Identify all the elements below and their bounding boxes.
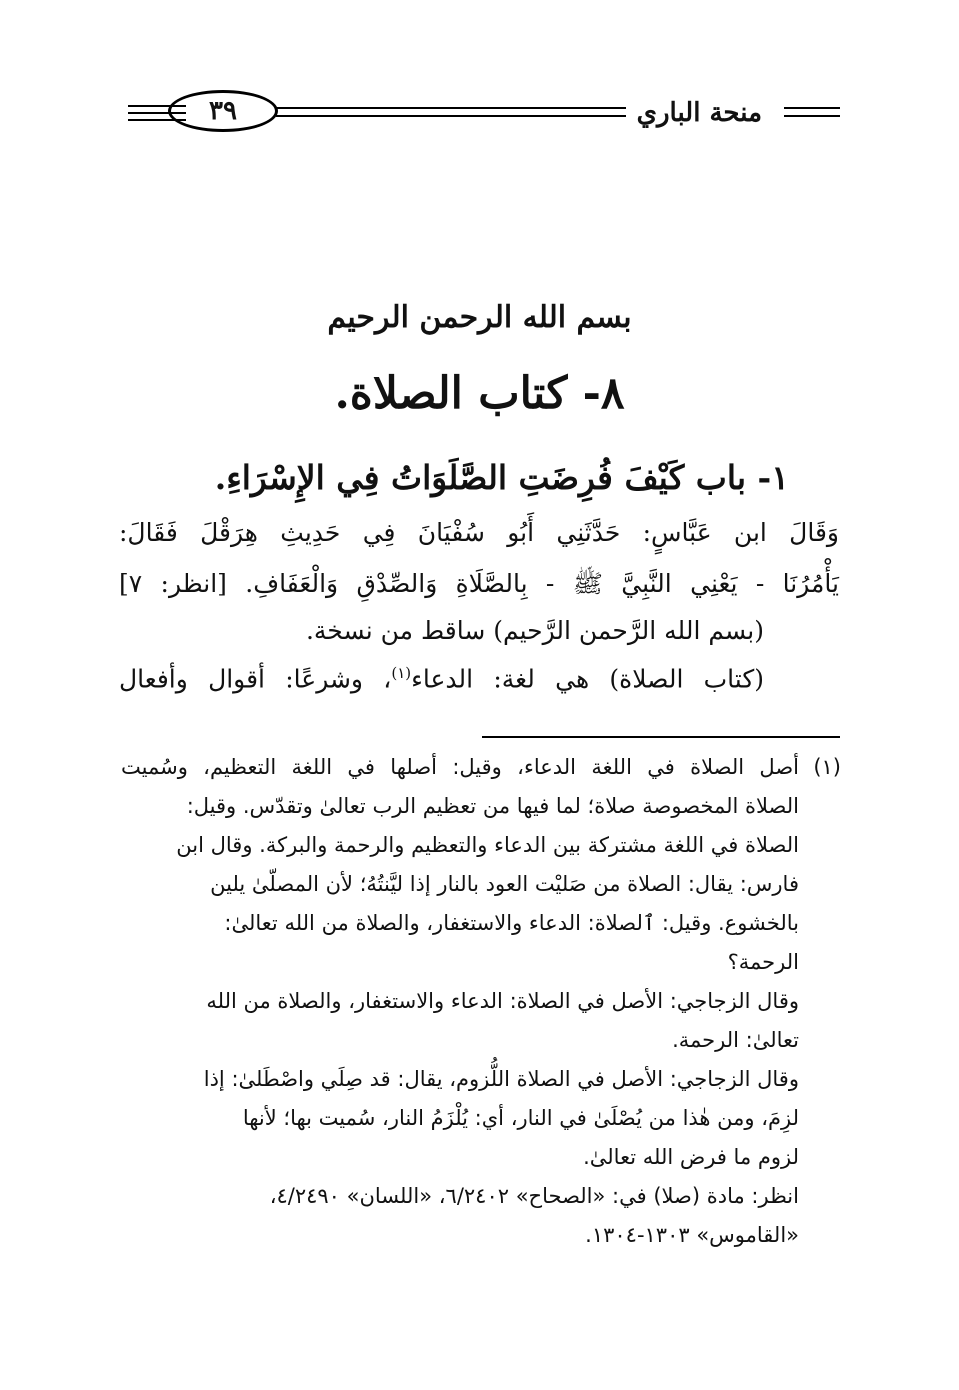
running-header bbox=[128, 88, 840, 146]
footnote-line-text: أصل الصلاة في اللغة الدعاء، وقيل: أصلها في اللغة التعظيم، وسُميت bbox=[121, 755, 799, 779]
header-rule-right bbox=[784, 107, 840, 109]
footnote-line: الصلاة المخصوصة صلاة؛ لما فيها من تعظيم الرب تعالىٰ وتقدّس. وقيل: bbox=[186, 794, 799, 818]
footnote-number: (١) bbox=[813, 755, 841, 779]
main-text-segment: (كتاب الصلاة) هي لغة: الدعاء bbox=[411, 664, 764, 694]
header-rule-right bbox=[784, 115, 840, 117]
main-text-line: وَقَالَ ابن عَبَّاسٍ: حَدَّثَنِي أَبُو سُفْيَانَ فِي حَدِيثِ هِرَقْلَ فَقَالَ: bbox=[119, 518, 839, 547]
footnote-line: فارس: يقال: الصلاة من صَليْت العود بالنار إذا ليَّنتُهُ؛ لأن المصلّىٰ يلين bbox=[210, 872, 799, 896]
footnote-line: تعالىٰ: الرحمة. bbox=[672, 1028, 799, 1052]
footnote-line: وقال الزجاجي: الأصل في الصلاة اللُّزوم، يقال: قد صِلَي واصْطَلىٰ: إذا bbox=[203, 1067, 799, 1091]
header-rule-middle bbox=[276, 107, 626, 109]
footnote-line: بالخشوع. وقيل: ٱلصلاة: الدعاء والاستغفار، والصلاة من الله تعالىٰ: bbox=[224, 911, 799, 935]
running-title: منحة الباري bbox=[636, 98, 762, 128]
page-number-badge bbox=[168, 90, 278, 132]
footnote bbox=[121, 748, 841, 1255]
main-text-line: يَأْمُرُنَا - يَعْنِي النَّبِيَّ ﷺ - بِالصَّلَاةِ وَالصِّدْقِ وَالْعَفَافِ. [انظر: ٧] bbox=[119, 569, 839, 598]
page-number: ٣٩ bbox=[209, 96, 237, 126]
footnote-line: «القاموس» ١٣٠٣-١٣٠٤. bbox=[585, 1223, 799, 1247]
main-text-line bbox=[119, 664, 764, 693]
header-rule-middle bbox=[276, 115, 626, 117]
basmala-heading: بسم الله الرحمن الرحيم bbox=[327, 300, 632, 335]
footnote-line: لزِمَ، ومن هٰذا من يُصْلَىٰ في النار، أي: يُلْزَمُ النار، سُميت بها؛ لأنها bbox=[242, 1106, 799, 1130]
footnote-line: لزوم ما فرض الله تعالىٰ. bbox=[583, 1145, 799, 1169]
footnote-line: وقال الزجاجي: الأصل في الصلاة: الدعاء والاستغفار، والصلاة من الله bbox=[206, 989, 799, 1013]
footnote-line: انظر: مادة (صلا) في: «الصحاح» ٦/٢٤٠٢، «اللسان» ٤/٢٤٩٠، bbox=[269, 1184, 799, 1208]
chapter-title: ١- باب كَيْفَ فُرِضَتِ الصَّلَوَاتُ فِي الإِسْرَاءِ. bbox=[214, 458, 789, 497]
footnote-separator bbox=[482, 736, 840, 738]
main-text-line: (بسم الله الرَّحمن الرَّحيم) ساقط من نسخة. bbox=[305, 616, 764, 645]
footnote-reference[interactable]: (١) bbox=[391, 664, 412, 682]
main-text-segment: ، وشرعًا: أقوال وأفعال bbox=[119, 664, 392, 694]
book-title: ٨- كتاب الصلاة. bbox=[334, 368, 625, 419]
footnote-line bbox=[121, 748, 841, 787]
footnote-line: الصلاة في اللغة مشتركة بين الدعاء والتعظيم والرحمة والبركة. وقال ابن bbox=[176, 833, 799, 857]
footnote-line: الرحمة؟ bbox=[727, 950, 799, 974]
